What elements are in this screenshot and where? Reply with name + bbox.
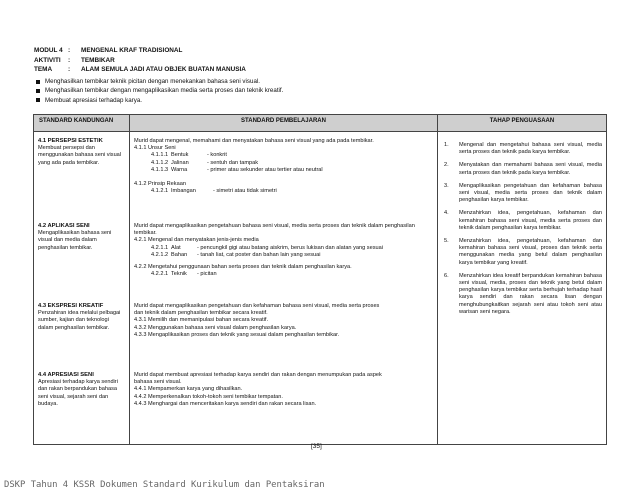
- objective-text: Menghasilkan tembikar teknik picitan dengan menekankan bahasa seni visual.: [45, 78, 260, 85]
- standard-desc: Apresiasi terhadap karya sendiri dan rakan berpandukan bahasa seni visual, sejarah seni dan budaya.: [38, 379, 118, 407]
- learning-subheading: 4.1.2 Prinsip Rekaan: [134, 181, 186, 188]
- item-number: 4.1.1.3: [151, 166, 169, 173]
- mastery-item: [444, 210, 602, 232]
- objective-text: Menghasilkan tembikar dengan mengaplikasikan media serta proses dan teknik kreatif.: [45, 87, 284, 95]
- learning-line: 4.3.1 Memilih dan memanipulasi bahan secara kreatif.: [134, 317, 269, 324]
- learning-line: Murid dapat mengaplikasikan pengetahuan dan kefahaman bahasa seni visual, media serta proses: [134, 303, 380, 309]
- mastery-number: 4.: [444, 210, 449, 217]
- learning-intro: Murid dapat mengaplikasikan pengetahuan bahasa seni visual, media serta proses dan teknik dalam penghasilan tembikar.: [134, 223, 415, 237]
- mastery-item: [444, 183, 602, 205]
- standard-title: 4.2 APLIKASI SENI: [38, 223, 90, 229]
- mastery-text: Menyatakan dan memahami bahasa seni visual, media serta proses dan teknik pada karya tembikar.: [459, 162, 602, 176]
- mastery-item: [444, 238, 602, 267]
- standard-title: 4.4 APRESIASI SENI: [38, 372, 94, 378]
- mastery-list: [444, 142, 602, 322]
- document-footer: DSKP Tahun 4 KSSR Dokumen Standard Kurikulum dan Pentaksiran: [4, 480, 325, 490]
- learning-item: [134, 167, 433, 174]
- item-desc: - primer atau sekunder atau tertier atau neutral: [207, 166, 323, 173]
- item-number: 4.2.2.1: [151, 271, 169, 278]
- learning-line: dan teknik dalam penghasilan tembikar secara kreatif.: [134, 310, 268, 317]
- learning-intro: Murid dapat mengenal, memahami dan menyatakan bahasa seni visual yang ada pada tembikar.: [134, 138, 374, 144]
- item-desc: - konkrit: [207, 152, 227, 159]
- mastery-number: 5.: [444, 238, 449, 245]
- learning-block-4-1: [134, 138, 433, 195]
- item-term: Imbangan: [171, 188, 196, 195]
- learning-block-4-4: [134, 372, 433, 408]
- mastery-text: Menzahirkan idea, pengetahuan, kefahaman dan kemahiran bahasa seni visual, proses dan teknik serta menggunakan media yang betul dalam penghasilan karya tembikar yang kreatif.: [459, 238, 602, 266]
- mastery-text: Menzahirkan idea, pengetahuan, kefahaman dan kemahiran bahasa seni visual, media serta proses dan teknik dalam penghasilan karya tembikar.: [459, 210, 602, 231]
- standard-4-4: [38, 372, 125, 408]
- standard-desc: Membuat persepsi dan menggunakan bahasa seni visual yang ada pada tembikar.: [38, 145, 122, 166]
- mastery-number: 3.: [444, 182, 449, 189]
- learning-line: 4.4.2 Memperkenalkan tokoh-tokoh seni tembikar tempatan.: [134, 393, 283, 400]
- standard-4-1: [38, 138, 125, 167]
- header-value: MENGENAL KRAF TRADISIONAL: [81, 47, 183, 54]
- learning-item: [134, 271, 433, 278]
- learning-line: bahasa seni visual.: [134, 379, 182, 386]
- standard-desc: Mengaplikasikan bahasa seni visual dan media dalam penghasilan tembikar.: [38, 230, 112, 251]
- learning-item: [134, 160, 433, 167]
- item-number: 4.1.1.1: [151, 152, 169, 159]
- standard-title: 4.3 EKSPRESI KREATIF: [38, 303, 104, 309]
- standard-content-cell: [34, 132, 130, 445]
- standards-table: [33, 114, 607, 445]
- mastery-level-cell: [438, 132, 607, 445]
- objective-item: [36, 86, 283, 95]
- learning-item: [134, 188, 433, 195]
- item-number: 4.2.1.1: [151, 244, 169, 251]
- learning-standard-cell: [130, 132, 438, 445]
- learning-line: 4.4.3 Menghargai dan menceritakan karya sendiri dan rakan secara lisan.: [134, 400, 317, 407]
- learning-block-4-2: [134, 223, 433, 278]
- item-number: 4.1.1.2: [151, 159, 169, 166]
- module-header: [34, 46, 246, 75]
- header-value: TEMBIKAR: [81, 56, 115, 64]
- header-sep: :: [68, 56, 71, 64]
- square-bullet-icon: [36, 89, 40, 93]
- item-desc: - pencungkil gigi atau batang aiskrim, berus lukisan dan alatan yang sesuai: [197, 244, 383, 251]
- item-term: Jalinan: [171, 159, 189, 166]
- header-key: AKTIVITI: [34, 56, 61, 64]
- item-term: Alat: [171, 244, 181, 251]
- item-desc: - sentuh dan tampak: [207, 159, 258, 166]
- header-sep: :: [68, 66, 71, 73]
- header-mastery-level: TAHAP PENGUASAAN: [438, 115, 607, 132]
- learning-line: Murid dapat membuat apresiasi terhadap karya sendiri dan rakan dengan menumpukan pada aspek: [134, 372, 382, 378]
- standard-4-3: [38, 303, 125, 332]
- objective-item: [36, 96, 283, 105]
- learning-block-4-3: [134, 303, 433, 339]
- item-number: 4.1.2.1: [151, 188, 169, 195]
- header-learning-standard: STANDARD PEMBELAJARAN: [130, 115, 438, 132]
- item-term: Warna: [171, 166, 188, 173]
- mastery-number: 6.: [444, 272, 449, 279]
- mastery-item: [444, 142, 602, 156]
- learning-line: 4.3.2 Menggunakan bahasa seni visual dalam penghasilan karya.: [134, 324, 297, 331]
- item-number: 4.2.1.2: [151, 251, 169, 258]
- item-term: Bahan: [171, 251, 188, 258]
- objective-item: [36, 77, 283, 86]
- header-row-module: [34, 46, 246, 56]
- item-term: Bentuk: [171, 152, 189, 159]
- page-number: [35]: [311, 443, 322, 450]
- mastery-item: [444, 162, 602, 176]
- learning-item: [134, 152, 433, 159]
- square-bullet-icon: [36, 80, 40, 84]
- header-value: ALAM SEMULA JADI ATAU OBJEK BUATAN MANUSIA: [81, 66, 246, 73]
- item-desc: - simetri atau tidak simetri: [213, 188, 277, 195]
- objective-text: Membuat apresiasi terhadap karya.: [45, 96, 142, 104]
- learning-item: [134, 245, 433, 252]
- header-key: TEMA: [34, 66, 53, 73]
- header-standard-content: STANDARD KANDUNGAN: [34, 115, 130, 132]
- mastery-text: Menzahirkan idea kreatif berpandukan kemahiran bahasa seni visual, media, proses dan teknik yang betul dalam penghasilan karya tembikar serta berhujah terhadap hasil karya sendiri dan rakan secara lisan dengan menghubungkaitkan sejarah seni atau tokoh seni atau warisan seni negara.: [459, 272, 602, 315]
- standard-desc: Penzahiran idea melalui pelbagai sumber, kajian dan teknologi dalam penghasilan tembikar.: [38, 310, 121, 331]
- learning-line: 4.3.3 Mengaplikasikan proses dan teknik yang sesuai dalam penghasilan tembikar.: [134, 331, 340, 338]
- header-row-activity: [34, 56, 246, 66]
- learning-item: [134, 252, 433, 259]
- mastery-number: 1.: [444, 142, 449, 148]
- item-desc: - picitan: [197, 271, 217, 278]
- header-sep: :: [68, 47, 71, 54]
- mastery-text: Mengaplikasikan pengetahuan dan kefahaman bahasa seni visual, media serta proses dan teknik dalam penghasilan karya tembikar.: [459, 182, 602, 204]
- item-term: Teknik: [171, 271, 187, 278]
- learning-subheading: 4.1.1 Unsur Seni: [134, 145, 176, 152]
- header-row-theme: [34, 65, 246, 75]
- learning-subheading: 4.2.2 Mengetahui penggunaan bahan serta proses dan teknik dalam penghasilan karya.: [134, 264, 352, 271]
- learning-line: 4.4.1 Mempamerkan karya yang dihasilkan.: [134, 386, 243, 393]
- standard-4-2: [38, 223, 125, 252]
- mastery-text: Mengenal dan mengetahui bahasa seni visual, media serta proses dan teknik pada karya tembikar.: [459, 142, 602, 156]
- square-bullet-icon: [36, 98, 40, 102]
- learning-subheading: 4.2.1 Mengenal dan menyatakan jenis-jenis media: [134, 237, 259, 244]
- mastery-number: 2.: [444, 162, 449, 169]
- objective-list: [36, 77, 283, 105]
- standard-title: 4.1 PERSEPSI ESTETIK: [38, 138, 103, 144]
- mastery-item: [444, 273, 602, 316]
- header-key: MODUL 4: [34, 47, 63, 54]
- item-desc: - tanah liat, cat poster dan bahan lain yang sesuai: [197, 251, 321, 258]
